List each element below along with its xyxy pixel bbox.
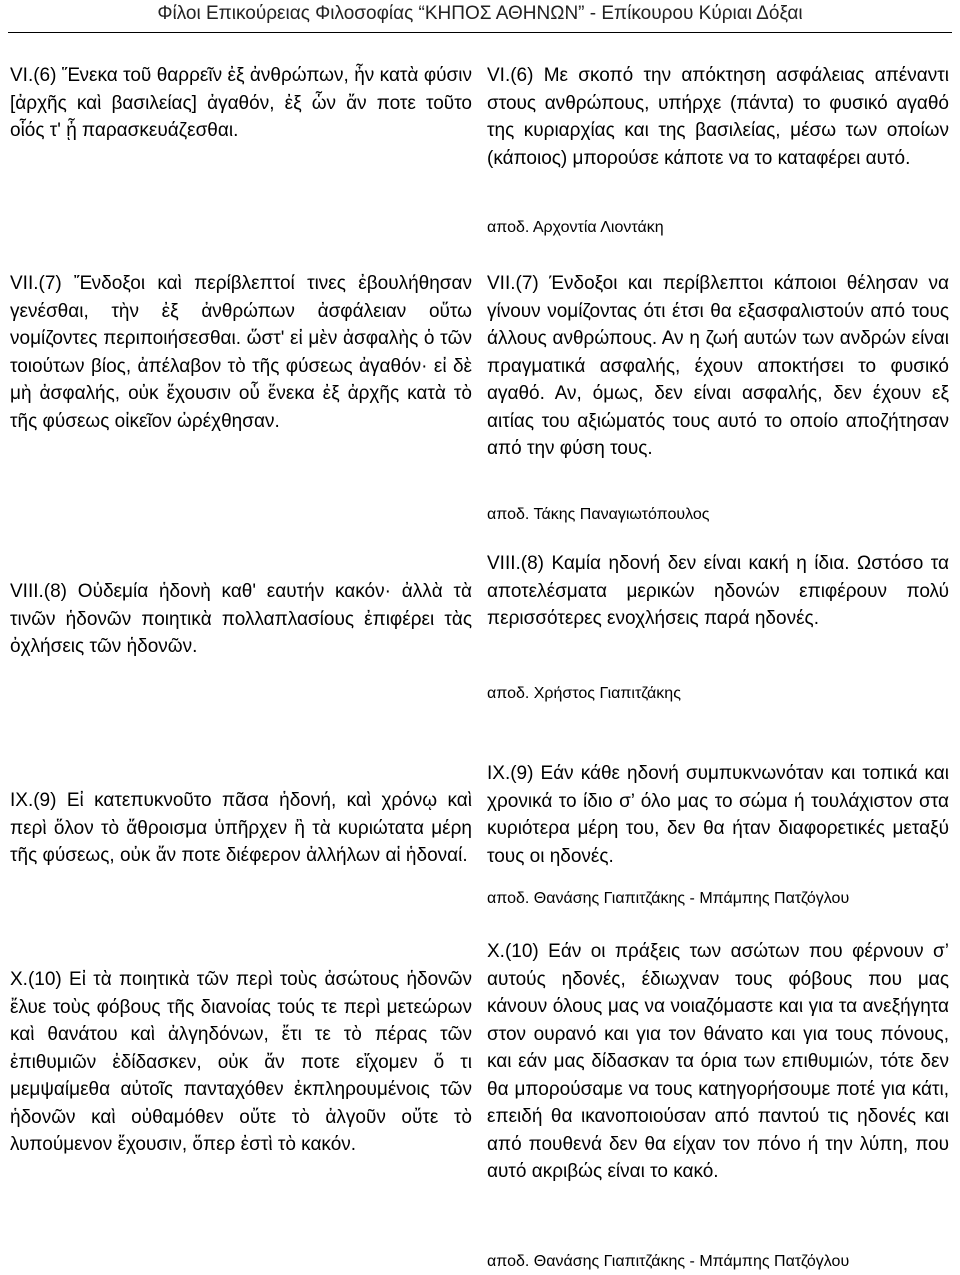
doctrine-8-modern: VIII.(8) Καμία ηδονή δεν είναι κακή η ίδια. Ωστόσο τα αποτελέσματα μερικών ηδονών επιφέρουν πολύ περισσότερες ενοχλήσεις παρά ηδονές. [487, 553, 949, 629]
doctrine-7-translator: αποδ. Τάκης Παναγιωτόπουλος [487, 506, 710, 523]
header-rule [8, 32, 952, 33]
doctrine-9-greek: IX.(9) Εἰ κατεπυκνοῦτο πᾶσα ἡδονή, καὶ χρόνῳ καὶ περὶ ὅλον τὸ ἄθροισμα ὑπῆρχεν ἢ τὰ κυριώτατα μέρη τῆς φύσεως, οὐκ ἄν ποτε διέφερον ἀλλήλων αἱ ἡδοναί. [10, 790, 472, 866]
doctrine-7-modern: VII.(7) Ένδοξοι και περίβλεπτοι κάποιοι θέλησαν να γίνουν νομίζοντας ότι έτσι θα εξασφαλιστούν από τους άλλους ανθρώπους. Αν η ζωή αυτών των ανδρών είναι πραγματικά ασφαλής, έχουν αποκτήσει το φυσικό αγαθό. Αν, όμως, δεν είναι ασφαλής, δεν έχουν εξ αιτίας του αξιώματός τους αυτό το οποίο αποζήτησαν από την φύση τους. [487, 273, 949, 459]
doctrine-10-modern: X.(10) Εάν οι πράξεις των ασώτων που φέρνουν σ’ αυτούς ηδονές, έδιωχναν τους φόβους που μας κάνουν όλους μας να νοιαζόμαστε και για τα ανεξήγητα στον ουρανό και για τον θάνατο και για τους πόνους, και εάν μας δίδασκαν τα όρια των επιθυμιών, τότε δεν θα μπορούσαμε να τους κατηγορήσουμε ποτέ για κάτι, επειδή θα ικανοποιούσαν από παντού τις ηδονές και από πουθενά δεν θα είχαν τον πόνο ή την λύπη, που αυτό ακριβώς είναι το κακό. [487, 941, 949, 1182]
doctrine-10-translator: αποδ. Θανάσης Γιαπιτζάκης - Μπάμπης Πατζόγλου [487, 1253, 850, 1270]
doctrine-6-greek: VI.(6) Ἕνεκα τοῦ θαρρεῖν ἐξ ἀνθρώπων, ἦν κατὰ φύσιν [ἀρχῆς καὶ βασιλείας] ἀγαθόν, ἐξ ὧν ἄν ποτε τοῦτο οἷός τ' ᾖ παρασκευάζεσθαι. [10, 65, 472, 141]
doctrine-10-greek: X.(10) Εἰ τὰ ποιητικὰ τῶν περὶ τοὺς ἀσώτους ἡδονῶν ἔλυε τοὺς φόβους τῆς διανοίας τούς τε περὶ μετεώρων καὶ θανάτου καὶ ἀλγηδόνων, ἔτι τε τὸ πέρας τῶν ἐπιθυμιῶν ἐδίδασκεν, οὐκ ἄν ποτε εἴχομεν ὅ τι μεμψαίμεθα αὐτοῖς πανταχόθεν ἐκπληρουμένοις τῶν ἡδονῶν καὶ οὐθαμόθεν οὔτε τὸ ἀλγοῦν οὔτε τὸ λυπούμενον ἔχουσιν, ὅπερ ἐστὶ τὸ κακόν. [10, 969, 472, 1155]
doctrine-6-translator: αποδ. Αρχοντία Λιοντάκη [487, 219, 664, 236]
doctrine-8-greek: VIII.(8) Οὐδεμία ἡδονὴ καθ' εαυτήν κακόν· ἀλλὰ τὰ τινῶν ἡδονῶν ποιητικὰ πολλαπλασίους ἐπιφέρει τὰς ὀχλήσεις τῶν ἡδονῶν. [10, 581, 472, 657]
doctrine-7-greek: VII.(7) Ἔνδοξοι καὶ περίβλεπτοί τινες ἐβουλήθησαν γενέσθαι, τὴν ἐξ ἀνθρώπων ἀσφάλειαν οὕτω νομίζοντες περιποιήσεσθαι. ὥστ' εἰ μὲν ἀσφαλὴς ὁ τῶν τοιούτων βίος, ἀπέλαβον τὸ τῆς φύσεως ἀγαθόν· εἰ δὲ μὴ ἀσφαλής, οὐκ ἔχουσιν οὗ ἕνεκα ἐξ ἀρχῆς κατὰ τὸ τῆς φύσεως οἰκεῖον ὠρέχθησαν. [10, 273, 472, 432]
doctrine-9-translator: αποδ. Θανάσης Γιαπιτζάκης - Μπάμπης Πατζόγλου [487, 890, 850, 907]
doctrine-9-modern: IX.(9) Εάν κάθε ηδονή συμπυκνωνόταν και τοπικά και χρονικά το ίδιο σ’ όλο μας το σώμα ή τουλάχιστον στα κυριότερα μέρη του, δεν θα ήταν διαφορετικές μεταξύ τους οι ηδονές. [487, 763, 949, 867]
document-header: Φίλοι Επικούρειας Φιλοσοφίας “ΚΗΠΟΣ ΑΘΗΝΩΝ” - Επίκουρου Κύριαι Δόξαι [157, 3, 803, 24]
doctrine-6-modern: VI.(6) Με σκοπό την απόκτηση ασφάλειας απέναντι στους ανθρώπους, υπήρχε (πάντα) το φυσικό αγαθό της κυριαρχίας και της βασιλείας, μέσω των οποίων (κάποιος) μπορούσε κάποτε να το καταφέρει αυτό. [487, 65, 949, 169]
doctrine-8-translator: αποδ. Χρήστος Γιαπιτζάκης [487, 685, 681, 702]
